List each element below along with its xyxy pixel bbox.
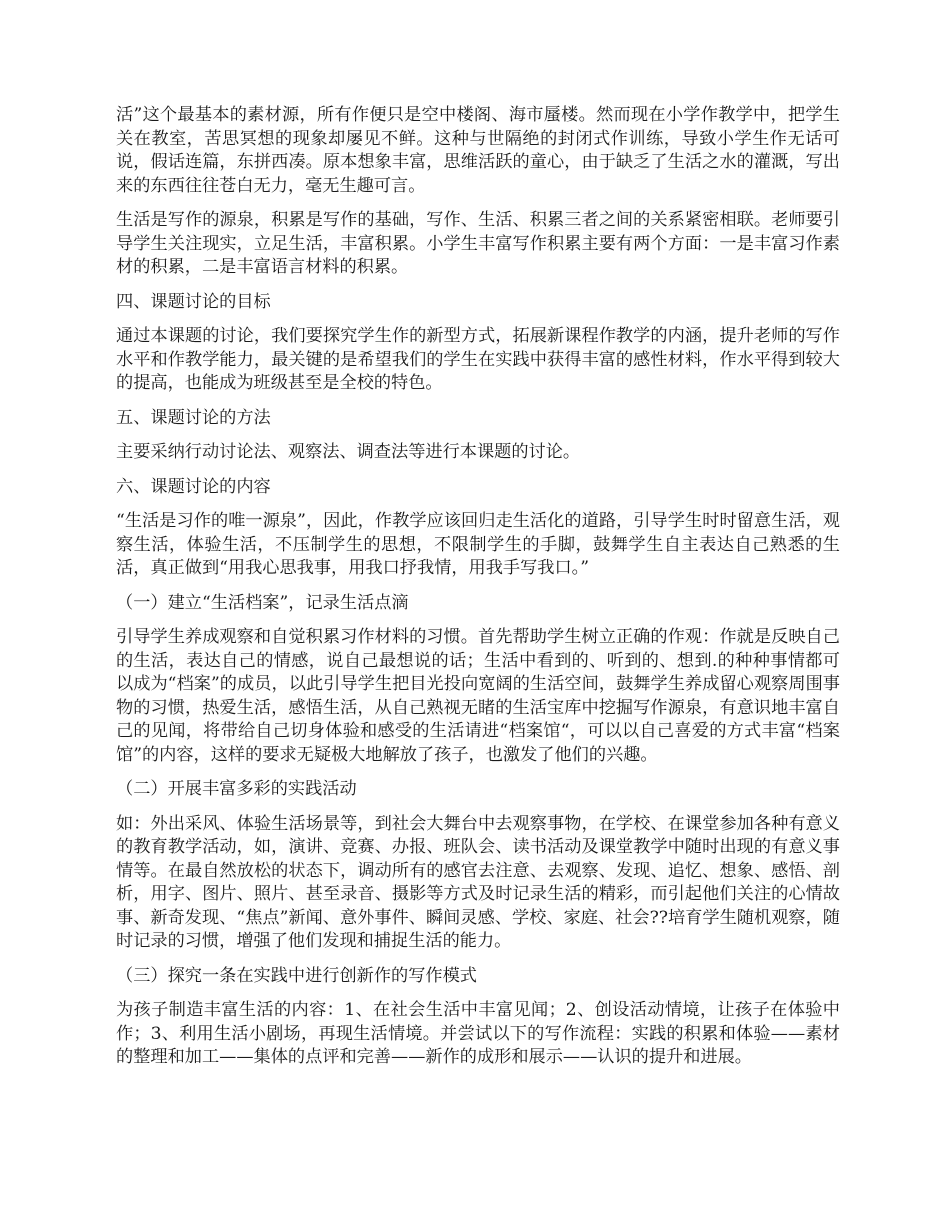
paragraph-writing-model: 为孩子制造丰富生活的内容：1、在社会生活中丰富见闻；2、创设活动情境，让孩子在体验中作；3、利用生活小剧场，再现生活情境。并尝试以下的写作流程：实践的积累和体验——素材的整理和加工——集体的点评和完善——新作的成形和展示——认识的提升和进展。 (116, 1000, 840, 1067)
paragraph-goals: 通过本课题的讨论，我们要探究学生作的新型方式，拓展新课程作教学的内涵，提升老师的写作水平和作教学能力，最关键的是希望我们的学生在实践中获得丰富的感性材料，作水平得到较大的提高，也能成为班级甚至是全校的特色。 (116, 326, 840, 393)
subsection-heading-writing-model: （三）探究一条在实践中进行创新作的写作模式 (116, 965, 477, 986)
paragraph-writing-source: 生活是写作的源泉，积累是写作的基础，写作、生活、积累三者之间的关系紧密相联。老师要引导学生关注现实，立足生活，丰富积累。小学生丰富写作积累主要有两个方面：一是丰富习作素材的积累，二是丰富语言材料的积累。 (116, 210, 840, 277)
paragraph-content-intro: “生活是习作的唯一源泉”，因此，作教学应该回归走生活化的道路，引导学生时时留意生活，观察生活，体验生活，不压制学生的思想，不限制学生的手脚，鼓舞学生自主表达自己熟悉的生活，真正做到“用我心思我事，用我口抒我情，用我手写我口。” (116, 511, 840, 578)
paragraph-life-archive: 引导学生养成观察和自觉积累习作材料的习惯。首先帮助学生树立正确的作观：作就是反映自己的生活，表达自己的情感，说自己最想说的话；生活中看到的、听到的、想到.的种种事情都可以成为“档案”的成员，以此引导学生把目光投向宽阔的生活空间，鼓舞学生养成留心观察周围事物的习惯，热爱生活，感悟生活，从自己熟视无睹的生活宝库中挖掘写作源泉，有意识地丰富自己的见闻，将带给自己切身体验和感受的生活请进“档案馆“，可以以自己喜爱的方式丰富“档案馆”的内容，这样的要求无疑极大地解放了孩子，也激发了他们的兴趣。 (116, 627, 840, 765)
paragraph-practice-activities: 如：外出采风、体验生活场景等，到社会大舞台中去观察事物，在学校、在课堂参加各种有意义的教育教学活动，如，演讲、竞赛、办报、班队会、读书活动及课堂教学中随时出现的有意义事情等。在最自然放松的状态下，调动所有的感官去注意、去观察、发现、追忆、想象、感悟、剖析，用字、图片、照片、甚至录音、摄影等方式及时记录生活的精彩，而引起他们关注的心情故事、新奇发现、“焦点”新闻、意外事件、瞬间灵感、学校、家庭、社会??培育学生随机观察，随时记录的习惯，增强了他们发现和捕捉生活的能力。 (116, 813, 840, 951)
document-page (116, 104, 840, 1081)
section-heading-content: 六、课题讨论的内容 (116, 476, 271, 497)
subsection-heading-practice-activities: （二）开展丰富多彩的实践活动 (116, 779, 357, 799)
subsection-heading-life-archive: （一）建立“生活档案”，记录生活点滴 (116, 592, 409, 613)
paragraph-intro-continuation: 活”这个最基本的素材源，所有作便只是空中楼阁、海市蜃楼。然而现在小学作教学中，把学生关在教室，苦思冥想的现象却屡见不鲜。这种与世隔绝的封闭式作训练，导致小学生作无话可说，假话连篇，东拼西凑。原本想象丰富，思维活跃的童心，由于缺乏了生活之水的灌溉，写出来的东西往往苍白无力，毫无生趣可言。 (116, 105, 840, 196)
section-heading-goals: 四、课题讨论的目标 (116, 291, 271, 312)
section-heading-methods: 五、课题讨论的方法 (116, 407, 271, 428)
paragraph-methods: 主要采纳行动讨论法、观察法、调查法等进行本课题的讨论。 (116, 442, 581, 462)
